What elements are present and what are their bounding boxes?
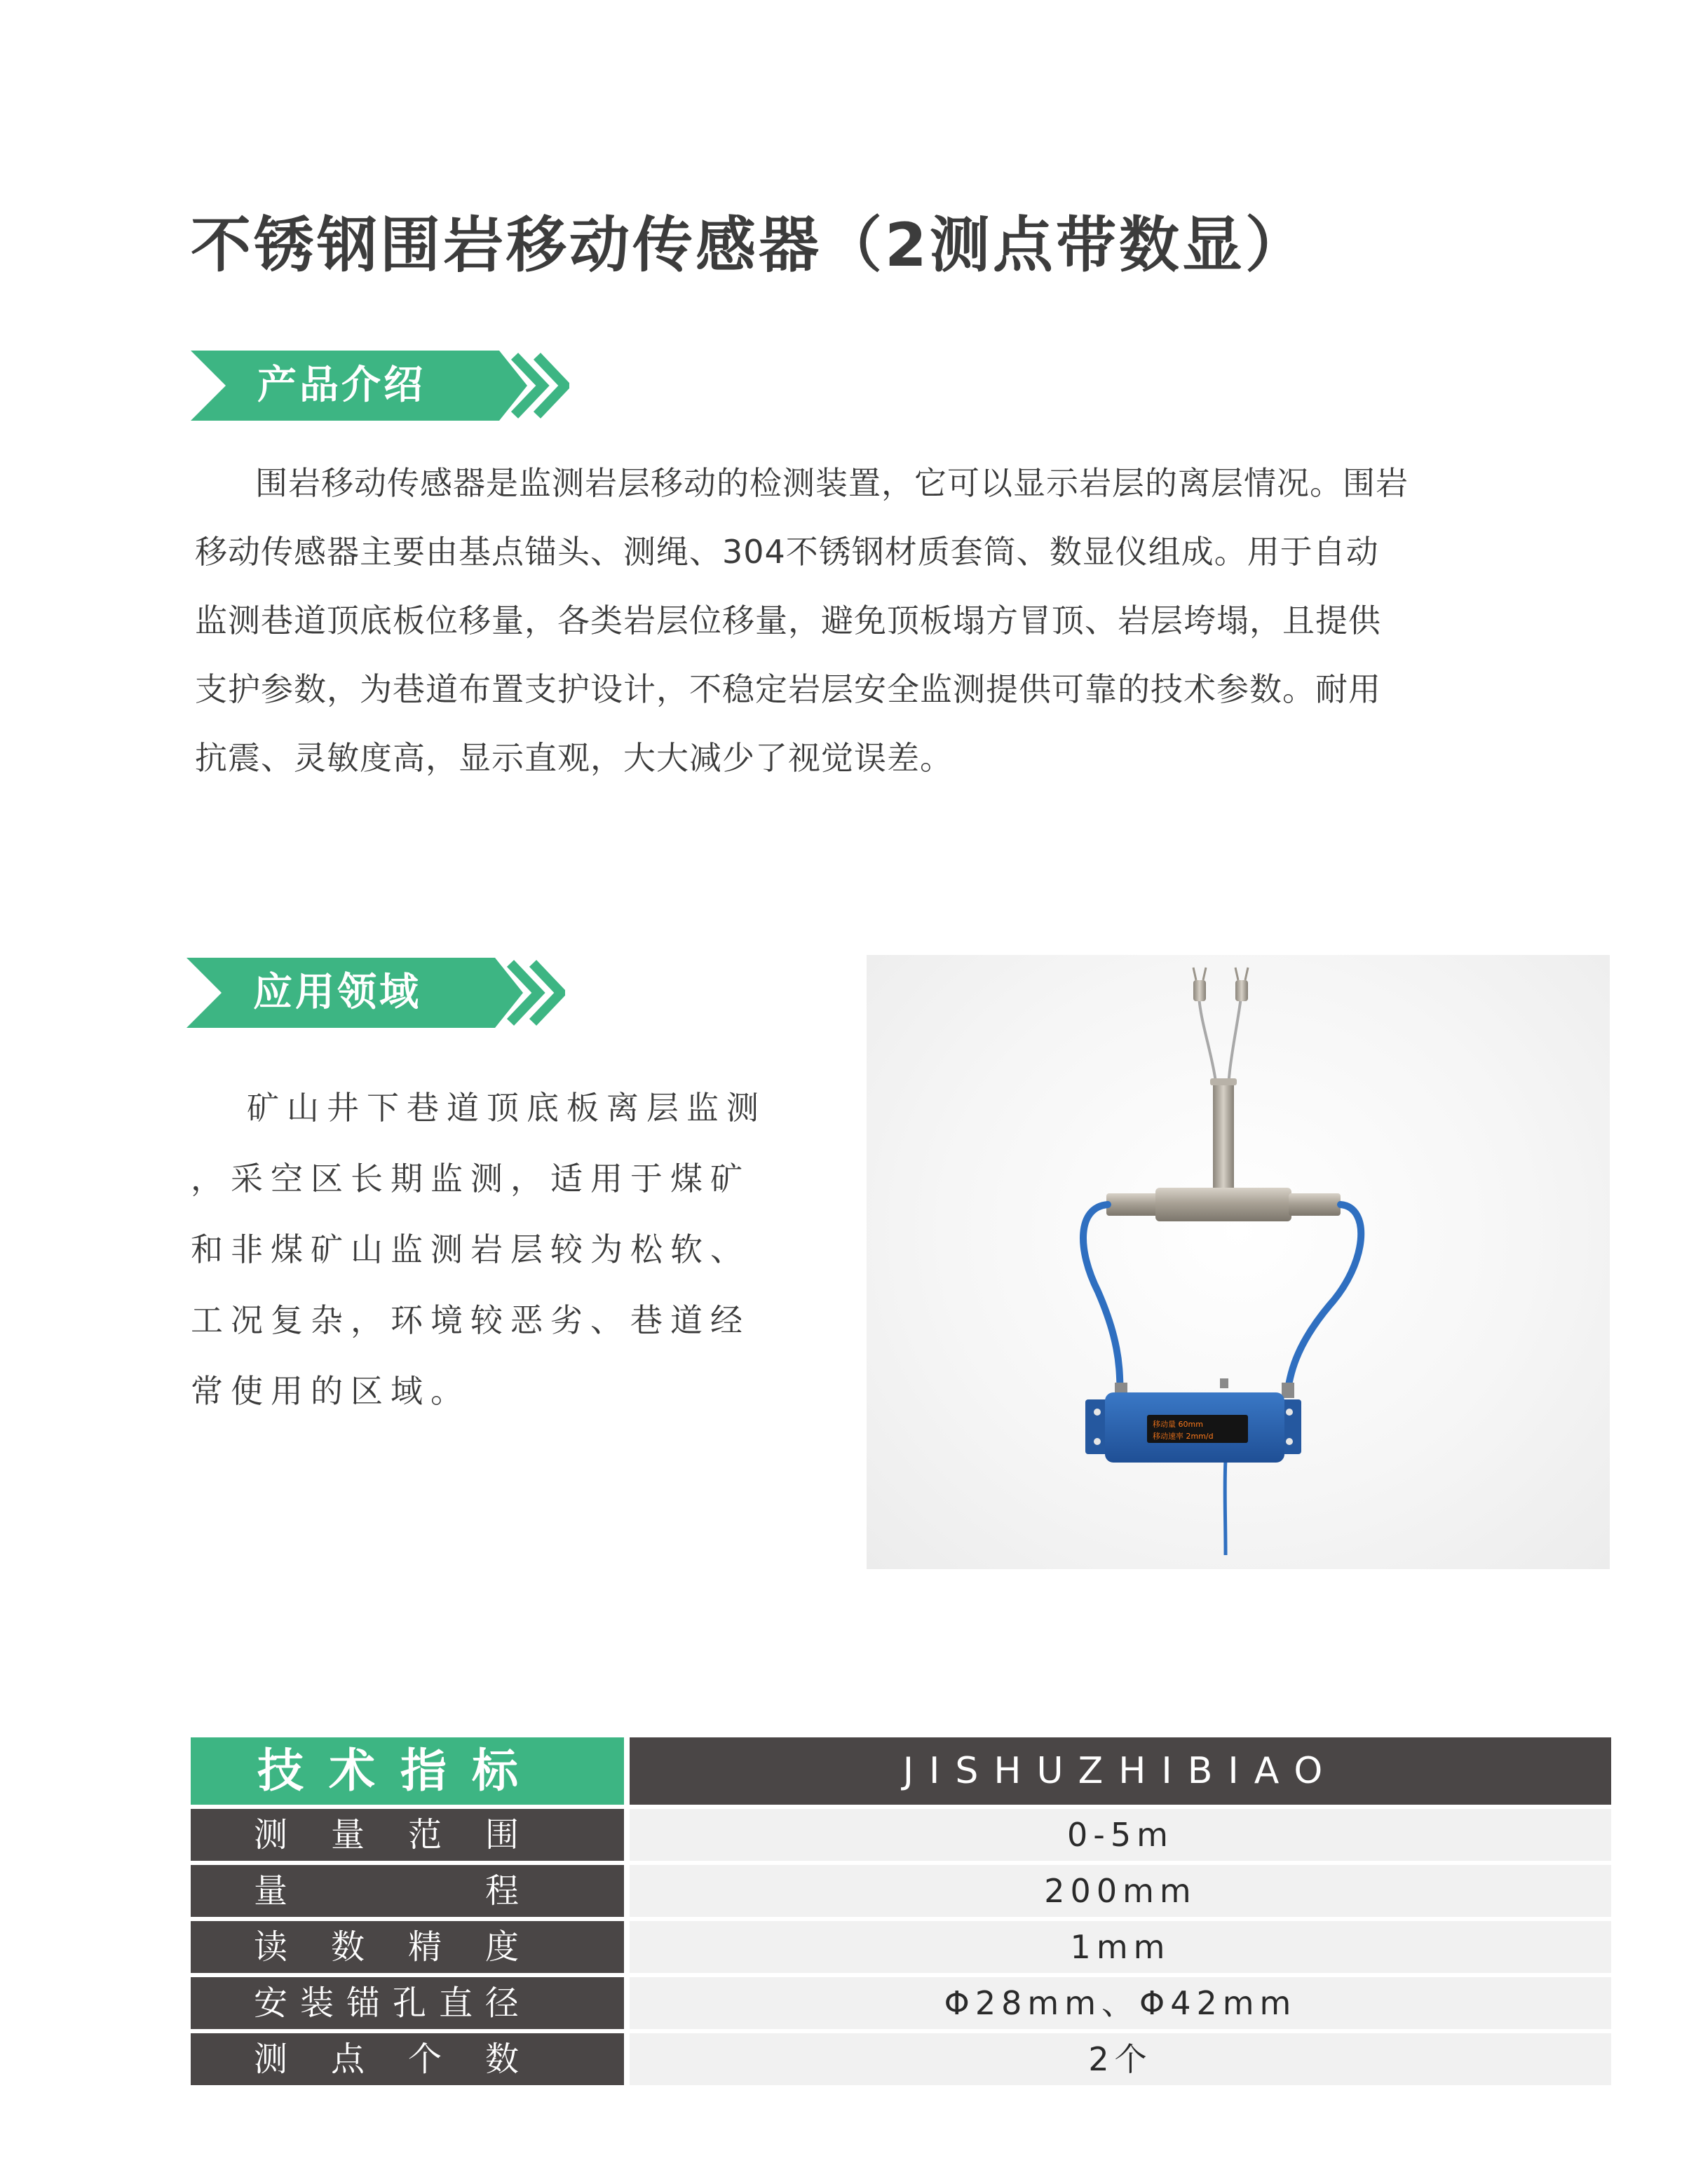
page-title: 不锈钢围岩移动传感器（2测点带数显） [191,210,1308,280]
application-line: 矿山井下巷道顶底板离层监测 [247,1089,766,1127]
application-line: ，采空区长期监测，适用于煤矿 [191,1160,750,1198]
spec-label-char: 程 [484,1871,519,1911]
specs-header-row [191,1737,1611,1805]
specs-header-cn: 技术指标 [191,1737,624,1805]
application-line: 工况复杂，环境较恶劣、巷道经 [191,1301,750,1339]
spec-label-char: 围 [484,1815,519,1854]
application-paragraph [191,1073,822,1427]
spec-value: 0-5m [630,1809,1611,1861]
spec-row [191,2033,1611,2085]
application-line: 和非煤矿山监测岩层较为松软、 [191,1230,750,1268]
display-text-1: 移动量 60mm [1153,1420,1203,1429]
spec-label-char: 量 [254,1871,288,1911]
display-text-2: 移动速率 2mm/d [1153,1432,1214,1441]
intro-line: 抗震、灵敏度高，显示直观，大大减少了视觉误差。 [195,739,953,777]
section-heading-intro: 产品介绍 [257,362,426,408]
spec-label-char: 测 [254,2040,288,2079]
spec-label [191,2033,624,2085]
application-line: 常使用的区域。 [191,1372,470,1410]
spec-label-char: 数 [330,1927,365,1967]
spec-label-char: 孔 [392,1983,426,2023]
spec-label-char: 点 [330,2040,365,2079]
spec-value: 2个 [630,2033,1611,2085]
intro-line: 监测巷道顶底板位移量，各类岩层位移量，避免顶板塌方冒顶、岩层垮塌，且提供 [195,602,1381,639]
spec-label-char: 径 [484,1983,519,2023]
spec-label-char: 精 [407,1927,442,1967]
intro-paragraph [195,449,1618,792]
spec-label [191,1921,624,1973]
anchor-head-left [1193,968,1206,1001]
section-banner-intro [191,351,569,421]
spec-label-char: 读 [254,1927,288,1967]
spec-row [191,1921,1611,1973]
spec-label-char: 安 [254,1983,288,2023]
spec-label-char: 直 [438,1983,473,2023]
spec-row [191,1809,1611,1861]
specs-header-en: JISHUZHIBIAO [630,1737,1611,1805]
spec-label-char: 量 [330,1815,365,1854]
spec-label-char: 范 [407,1815,442,1854]
sensor-illustration [867,955,1610,1569]
intro-line: 支护参数，为巷道布置支护设计，不稳定岩层安全监测提供可靠的技术参数。耐用 [195,670,1381,708]
anchor-head-right [1235,968,1248,1001]
spec-label-char: 装 [299,1983,334,2023]
spec-label-char: 锚 [346,1983,380,2023]
spec-row [191,1977,1611,2029]
intro-line: 移动传感器主要由基点锚头、测绳、304不锈钢材质套筒、数显仪组成。用于自动 [195,533,1379,571]
spec-label-char: 个 [407,2040,442,2079]
section-banner-application [186,958,565,1028]
spec-label [191,1809,624,1861]
spec-label-char: 测 [254,1815,288,1854]
spec-label [191,1865,624,1917]
spec-label [191,1977,624,2029]
intro-line: 围岩移动传感器是监测岩层移动的检测装置，它可以显示岩层的离层情况。围岩 [255,464,1409,502]
spec-label-char: 度 [484,1927,519,1967]
spec-value: 200mm [630,1865,1611,1917]
spec-label-char: 数 [484,2040,519,2079]
product-image [867,955,1610,1569]
spec-value: Φ28mm、Φ42mm [630,1977,1611,2029]
spec-row [191,1865,1611,1917]
section-heading-application: 应用领域 [253,970,421,1015]
spec-value: 1mm [630,1921,1611,1973]
